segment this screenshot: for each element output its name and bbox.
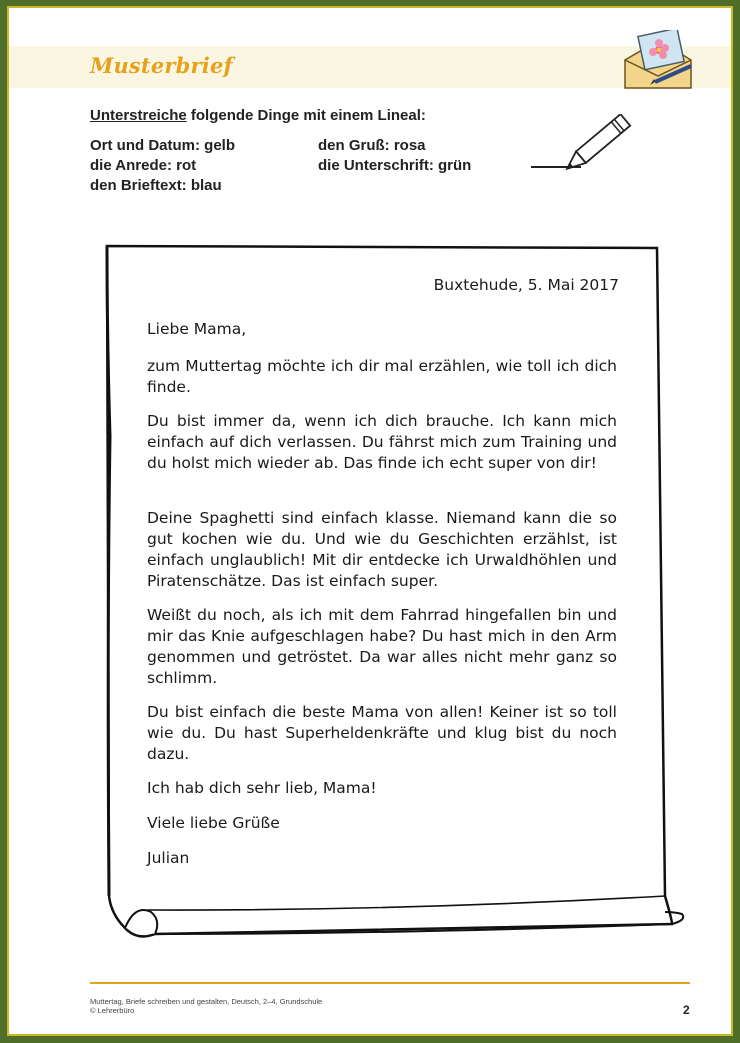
letter-paragraph: Ich hab dich sehr lieb, Mama! xyxy=(147,779,377,797)
instruction-item: den Gruß: rosa xyxy=(318,137,426,154)
page-title: Musterbrief xyxy=(90,53,233,78)
letter-paragraph: Deine Spaghetti sind einfach klasse. Niemand kann die so gut kochen wie du. Und wie du Geschichten erzählst, ist einfach unglaublich! Mit dir entdecke ich Urwaldhöhlen und Piratenschätze. Das ist einfach super. xyxy=(147,509,617,590)
instruction-heading-underlined: Unterstreiche xyxy=(90,107,187,124)
instruction-item: den Brieftext: blau xyxy=(90,177,222,194)
letter-salutation: Liebe Mama, xyxy=(147,320,247,338)
instruction-item: die Unterschrift: grün xyxy=(318,157,472,174)
letter-paragraph: Weißt du noch, als ich mit dem Fahrrad hingefallen bin und mir das Knie aufgeschlagen habe? Du hast mich in den Arm genommen und getröstet. Da war alles nicht mehr ganz so schlimm. xyxy=(147,606,617,687)
pencil-icon xyxy=(529,114,639,176)
footer-divider xyxy=(90,982,690,984)
footer-source: Muttertag, Briefe schreiben und gestalten, Deutsch, 2–4, Grundschule xyxy=(90,997,323,1006)
letter-paragraph: Du bist einfach die beste Mama von allen! Keiner ist so toll wie du. Du hast Superheldenkräfte und klug bist du noch dazu. xyxy=(147,703,617,763)
page-number: 2 xyxy=(683,1003,690,1017)
letter-date: Buxtehude, 5. Mai 2017 xyxy=(433,276,619,294)
instruction-list-right xyxy=(318,136,471,176)
instruction-list-left xyxy=(90,136,235,196)
envelope-flower-icon xyxy=(619,30,697,92)
instruction-item: die Anrede: rot xyxy=(90,157,197,174)
letter-paragraph: zum Muttertag möchte ich dir mal erzählen, wie toll ich dich finde. xyxy=(147,357,617,396)
letter-signature: Julian xyxy=(147,849,190,867)
letter-paragraph: Du bist immer da, wenn ich dich brauche. Ich kann mich einfach auf dich verlassen. Du fährst mich zum Training und du holst mich wieder ab. Das finde ich echt super von dir! xyxy=(147,412,617,472)
footer xyxy=(90,997,322,1015)
letter-closing: Viele liebe Grüße xyxy=(147,814,280,832)
footer-copyright: © Lehrerbüro xyxy=(90,1006,135,1015)
instruction-heading-rest: folgende Dinge mit einem Lineal: xyxy=(186,107,426,124)
instruction-heading xyxy=(90,107,426,124)
instruction-item: Ort und Datum: gelb xyxy=(90,137,235,154)
worksheet-page xyxy=(7,6,733,1036)
